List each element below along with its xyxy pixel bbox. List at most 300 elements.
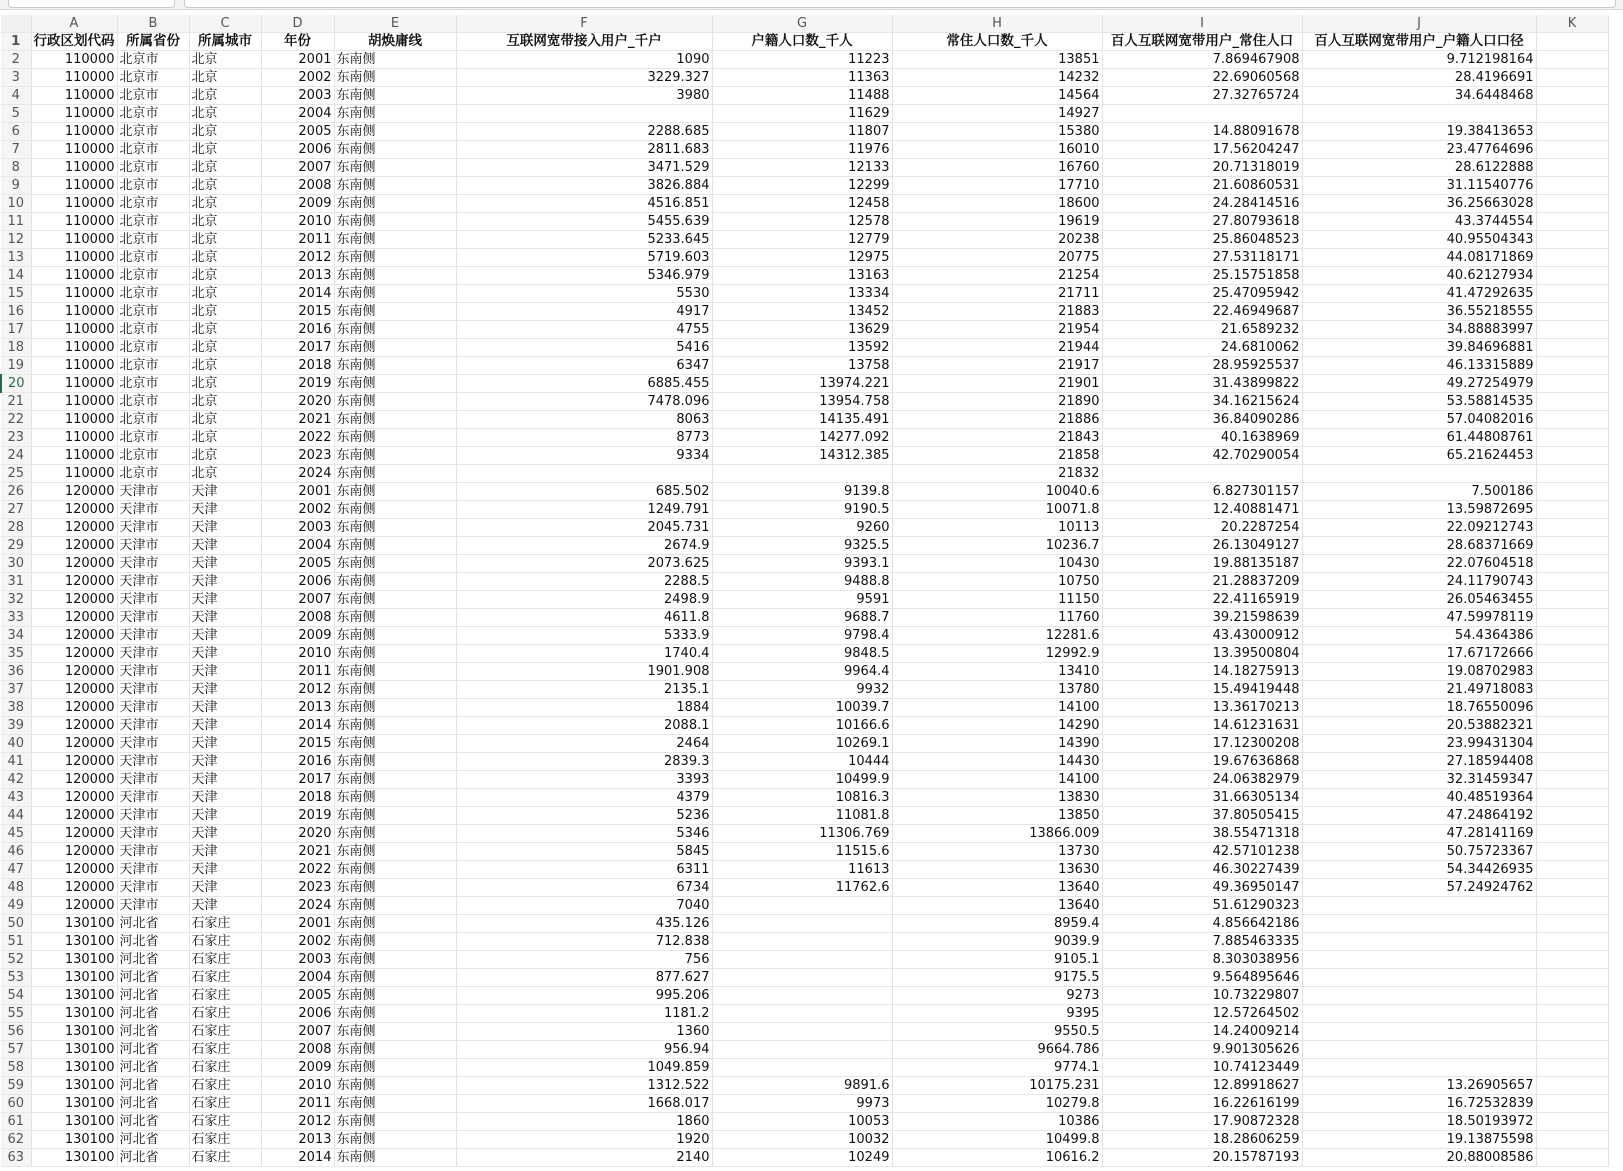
cell[interactable]: 2010 bbox=[261, 1077, 334, 1095]
cell[interactable]: 27.53118171 bbox=[1102, 249, 1302, 267]
cell[interactable]: 石家庄 bbox=[189, 1059, 261, 1077]
row-number[interactable]: 22 bbox=[1, 411, 31, 429]
row-number[interactable]: 41 bbox=[1, 753, 31, 771]
cell[interactable]: 18.50193972 bbox=[1302, 1113, 1536, 1131]
cell[interactable]: 4.856642186 bbox=[1102, 915, 1302, 933]
cell[interactable]: 2020 bbox=[261, 393, 334, 411]
cell[interactable]: 河北省 bbox=[117, 1131, 189, 1149]
cell[interactable] bbox=[712, 1005, 892, 1023]
cell[interactable]: 9.901305626 bbox=[1102, 1041, 1302, 1059]
cell[interactable]: 东南侧 bbox=[334, 537, 456, 555]
cell[interactable]: 7478.096 bbox=[456, 393, 712, 411]
cell[interactable]: 28.95925537 bbox=[1102, 357, 1302, 375]
cell[interactable]: 北京 bbox=[189, 321, 261, 339]
cell[interactable]: 10.74123449 bbox=[1102, 1059, 1302, 1077]
cell[interactable] bbox=[712, 933, 892, 951]
cell[interactable]: 北京市 bbox=[117, 375, 189, 393]
cell[interactable]: 11306.769 bbox=[712, 825, 892, 843]
cell[interactable]: 120000 bbox=[31, 735, 117, 753]
cell[interactable]: 10053 bbox=[712, 1113, 892, 1131]
cell[interactable]: 2008 bbox=[261, 1041, 334, 1059]
cell[interactable]: 东南侧 bbox=[334, 987, 456, 1005]
cell[interactable]: 东南侧 bbox=[334, 807, 456, 825]
cell[interactable] bbox=[1536, 717, 1608, 735]
cell[interactable]: 13163 bbox=[712, 267, 892, 285]
cell[interactable]: 12.57264502 bbox=[1102, 1005, 1302, 1023]
cell[interactable]: 河北省 bbox=[117, 1041, 189, 1059]
cell[interactable]: 956.94 bbox=[456, 1041, 712, 1059]
row-number[interactable]: 1 bbox=[1, 33, 31, 51]
cell[interactable]: 北京市 bbox=[117, 303, 189, 321]
cell[interactable]: 2012 bbox=[261, 681, 334, 699]
cell[interactable]: 120000 bbox=[31, 501, 117, 519]
cell[interactable]: 东南侧 bbox=[334, 1077, 456, 1095]
cell[interactable]: 11488 bbox=[712, 87, 892, 105]
cell[interactable]: 24.6810062 bbox=[1102, 339, 1302, 357]
cell[interactable] bbox=[1536, 681, 1608, 699]
cell[interactable]: 河北省 bbox=[117, 1077, 189, 1095]
cell[interactable]: 石家庄 bbox=[189, 987, 261, 1005]
cell[interactable]: 23.47764696 bbox=[1302, 141, 1536, 159]
cell[interactable]: 东南侧 bbox=[334, 861, 456, 879]
cell[interactable]: 120000 bbox=[31, 843, 117, 861]
cell[interactable]: 2002 bbox=[261, 69, 334, 87]
cell[interactable]: 9488.8 bbox=[712, 573, 892, 591]
row-number[interactable]: 23 bbox=[1, 429, 31, 447]
cell[interactable]: 22.09212743 bbox=[1302, 519, 1536, 537]
row-number[interactable]: 55 bbox=[1, 1005, 31, 1023]
cell[interactable] bbox=[1536, 807, 1608, 825]
cell[interactable]: 天津市 bbox=[117, 807, 189, 825]
cell[interactable]: 24.11790743 bbox=[1302, 573, 1536, 591]
cell[interactable]: 21883 bbox=[892, 303, 1102, 321]
cell[interactable]: 51.61290323 bbox=[1102, 897, 1302, 915]
cell[interactable]: 34.88883997 bbox=[1302, 321, 1536, 339]
cell[interactable]: 东南侧 bbox=[334, 483, 456, 501]
cell[interactable]: 11976 bbox=[712, 141, 892, 159]
cell[interactable]: 天津 bbox=[189, 879, 261, 897]
cell[interactable]: 120000 bbox=[31, 663, 117, 681]
row-number[interactable]: 42 bbox=[1, 771, 31, 789]
cell[interactable]: 110000 bbox=[31, 231, 117, 249]
cell[interactable]: 9774.1 bbox=[892, 1059, 1102, 1077]
cell[interactable]: 130100 bbox=[31, 1149, 117, 1167]
cell[interactable]: 28.4196691 bbox=[1302, 69, 1536, 87]
row-number[interactable]: 26 bbox=[1, 483, 31, 501]
cell[interactable]: 34.6448468 bbox=[1302, 87, 1536, 105]
row-number[interactable]: 43 bbox=[1, 789, 31, 807]
cell[interactable]: 北京市 bbox=[117, 195, 189, 213]
cell[interactable]: 9139.8 bbox=[712, 483, 892, 501]
cell[interactable]: 21832 bbox=[892, 465, 1102, 483]
cell[interactable] bbox=[1536, 1149, 1608, 1167]
cell[interactable]: 北京市 bbox=[117, 69, 189, 87]
cell[interactable]: 10386 bbox=[892, 1113, 1102, 1131]
cell[interactable]: 21917 bbox=[892, 357, 1102, 375]
cell[interactable]: 东南侧 bbox=[334, 753, 456, 771]
cell[interactable]: 28.68371669 bbox=[1302, 537, 1536, 555]
cell[interactable]: 110000 bbox=[31, 87, 117, 105]
cell[interactable]: 天津市 bbox=[117, 879, 189, 897]
cell[interactable]: 天津市 bbox=[117, 681, 189, 699]
cell[interactable] bbox=[1536, 519, 1608, 537]
cell[interactable]: 2006 bbox=[261, 141, 334, 159]
cell[interactable]: 2018 bbox=[261, 789, 334, 807]
cell[interactable]: 7.869467908 bbox=[1102, 51, 1302, 69]
cell[interactable]: 14100 bbox=[892, 699, 1102, 717]
cell[interactable]: 北京 bbox=[189, 447, 261, 465]
cell[interactable]: 2140 bbox=[456, 1149, 712, 1167]
cell[interactable]: 15380 bbox=[892, 123, 1102, 141]
cell[interactable]: 7.885463335 bbox=[1102, 933, 1302, 951]
cell[interactable] bbox=[1536, 609, 1608, 627]
cell[interactable]: 23.99431304 bbox=[1302, 735, 1536, 753]
cell[interactable]: 北京市 bbox=[117, 321, 189, 339]
cell[interactable]: 2011 bbox=[261, 1095, 334, 1113]
cell[interactable]: 18.76550096 bbox=[1302, 699, 1536, 717]
cell[interactable]: 13.59872695 bbox=[1302, 501, 1536, 519]
cell[interactable]: 21.28837209 bbox=[1102, 573, 1302, 591]
cell[interactable]: 8.303038956 bbox=[1102, 951, 1302, 969]
cell[interactable] bbox=[1536, 861, 1608, 879]
cell[interactable]: 北京市 bbox=[117, 213, 189, 231]
cell[interactable] bbox=[1536, 429, 1608, 447]
cell[interactable]: 13.26905657 bbox=[1302, 1077, 1536, 1095]
cell[interactable]: 北京 bbox=[189, 231, 261, 249]
cell[interactable]: 2498.9 bbox=[456, 591, 712, 609]
cell[interactable]: 21954 bbox=[892, 321, 1102, 339]
cell[interactable]: 北京 bbox=[189, 375, 261, 393]
cell[interactable] bbox=[1536, 1059, 1608, 1077]
cell[interactable]: 东南侧 bbox=[334, 1041, 456, 1059]
cell[interactable]: 13334 bbox=[712, 285, 892, 303]
cell[interactable]: 120000 bbox=[31, 771, 117, 789]
column-header-c[interactable]: C bbox=[189, 15, 261, 33]
row-number[interactable]: 12 bbox=[1, 231, 31, 249]
cell[interactable]: 21901 bbox=[892, 375, 1102, 393]
cell[interactable]: 110000 bbox=[31, 429, 117, 447]
cell[interactable]: 2003 bbox=[261, 951, 334, 969]
cell[interactable] bbox=[1102, 465, 1302, 483]
cell[interactable]: 53.58814535 bbox=[1302, 393, 1536, 411]
cell[interactable]: 13.36170213 bbox=[1102, 699, 1302, 717]
cell[interactable]: 河北省 bbox=[117, 1113, 189, 1131]
cell[interactable]: 65.21624453 bbox=[1302, 447, 1536, 465]
cell[interactable]: 110000 bbox=[31, 339, 117, 357]
cell[interactable]: 天津市 bbox=[117, 753, 189, 771]
cell[interactable]: 14290 bbox=[892, 717, 1102, 735]
cell[interactable]: 19.08702983 bbox=[1302, 663, 1536, 681]
header-cell[interactable] bbox=[1536, 33, 1608, 51]
cell[interactable]: 北京市 bbox=[117, 87, 189, 105]
cell[interactable]: 天津市 bbox=[117, 591, 189, 609]
cell[interactable]: 39.84696881 bbox=[1302, 339, 1536, 357]
cell[interactable]: 13640 bbox=[892, 879, 1102, 897]
cell[interactable]: 东南侧 bbox=[334, 1131, 456, 1149]
row-number[interactable]: 32 bbox=[1, 591, 31, 609]
cell[interactable]: 11515.6 bbox=[712, 843, 892, 861]
cell[interactable]: 北京 bbox=[189, 249, 261, 267]
row-number[interactable]: 60 bbox=[1, 1095, 31, 1113]
cell[interactable]: 10039.7 bbox=[712, 699, 892, 717]
cell[interactable] bbox=[1536, 843, 1608, 861]
cell[interactable]: 13954.758 bbox=[712, 393, 892, 411]
cell[interactable]: 17.12300208 bbox=[1102, 735, 1302, 753]
cell[interactable]: 3826.884 bbox=[456, 177, 712, 195]
cell[interactable]: 2839.3 bbox=[456, 753, 712, 771]
cell[interactable]: 东南侧 bbox=[334, 681, 456, 699]
cell[interactable]: 10175.231 bbox=[892, 1077, 1102, 1095]
cell[interactable]: 天津市 bbox=[117, 771, 189, 789]
cell[interactable]: 19.13875598 bbox=[1302, 1131, 1536, 1149]
row-number[interactable]: 35 bbox=[1, 645, 31, 663]
cell[interactable]: 天津市 bbox=[117, 717, 189, 735]
cell[interactable]: 46.13315889 bbox=[1302, 357, 1536, 375]
cell[interactable]: 9798.4 bbox=[712, 627, 892, 645]
row-number[interactable]: 10 bbox=[1, 195, 31, 213]
cell[interactable]: 2135.1 bbox=[456, 681, 712, 699]
cell[interactable]: 东南侧 bbox=[334, 303, 456, 321]
cell[interactable]: 14390 bbox=[892, 735, 1102, 753]
cell[interactable]: 北京市 bbox=[117, 357, 189, 375]
cell[interactable]: 2006 bbox=[261, 573, 334, 591]
cell[interactable]: 石家庄 bbox=[189, 1113, 261, 1131]
cell[interactable]: 北京市 bbox=[117, 159, 189, 177]
cell[interactable]: 17.90872328 bbox=[1102, 1113, 1302, 1131]
cell[interactable] bbox=[1536, 933, 1608, 951]
cell[interactable]: 1884 bbox=[456, 699, 712, 717]
cell[interactable]: 26.05463455 bbox=[1302, 591, 1536, 609]
cell[interactable]: 2288.685 bbox=[456, 123, 712, 141]
cell[interactable]: 110000 bbox=[31, 447, 117, 465]
cell[interactable]: 石家庄 bbox=[189, 1005, 261, 1023]
cell[interactable]: 19619 bbox=[892, 213, 1102, 231]
cell[interactable]: 120000 bbox=[31, 555, 117, 573]
cell[interactable] bbox=[1536, 879, 1608, 897]
cell[interactable]: 2009 bbox=[261, 627, 334, 645]
row-number[interactable]: 50 bbox=[1, 915, 31, 933]
cell[interactable]: 15.49419448 bbox=[1102, 681, 1302, 699]
formula-input[interactable] bbox=[184, 0, 1616, 8]
cell[interactable]: 130100 bbox=[31, 987, 117, 1005]
cell[interactable]: 2073.625 bbox=[456, 555, 712, 573]
cell[interactable]: 2001 bbox=[261, 915, 334, 933]
cell[interactable]: 110000 bbox=[31, 357, 117, 375]
cell[interactable]: 120000 bbox=[31, 699, 117, 717]
cell[interactable]: 57.04082016 bbox=[1302, 411, 1536, 429]
cell[interactable] bbox=[712, 897, 892, 915]
cell[interactable]: 东南侧 bbox=[334, 285, 456, 303]
cell[interactable]: 天津市 bbox=[117, 483, 189, 501]
cell[interactable]: 2016 bbox=[261, 321, 334, 339]
cell[interactable]: 石家庄 bbox=[189, 951, 261, 969]
cell[interactable] bbox=[1536, 645, 1608, 663]
cell[interactable]: 东南侧 bbox=[334, 573, 456, 591]
cell[interactable]: 14277.092 bbox=[712, 429, 892, 447]
cell[interactable]: 130100 bbox=[31, 1023, 117, 1041]
cell[interactable]: 120000 bbox=[31, 717, 117, 735]
cell[interactable]: 31.11540776 bbox=[1302, 177, 1536, 195]
cell[interactable]: 5845 bbox=[456, 843, 712, 861]
cell[interactable]: 43.3744554 bbox=[1302, 213, 1536, 231]
cell[interactable]: 130100 bbox=[31, 1077, 117, 1095]
cell[interactable]: 10.73229807 bbox=[1102, 987, 1302, 1005]
cell[interactable] bbox=[1536, 465, 1608, 483]
cell[interactable]: 北京市 bbox=[117, 339, 189, 357]
cell[interactable]: 10499.9 bbox=[712, 771, 892, 789]
cell[interactable]: 2018 bbox=[261, 357, 334, 375]
cell[interactable]: 天津市 bbox=[117, 519, 189, 537]
cell[interactable]: 11081.8 bbox=[712, 807, 892, 825]
row-number[interactable]: 37 bbox=[1, 681, 31, 699]
row-number[interactable]: 48 bbox=[1, 879, 31, 897]
cell[interactable]: 110000 bbox=[31, 195, 117, 213]
cell[interactable]: 4611.8 bbox=[456, 609, 712, 627]
cell[interactable] bbox=[1536, 663, 1608, 681]
cell[interactable]: 东南侧 bbox=[334, 213, 456, 231]
cell[interactable] bbox=[1302, 915, 1536, 933]
cell[interactable]: 27.80793618 bbox=[1102, 213, 1302, 231]
cell[interactable]: 东南侧 bbox=[334, 1005, 456, 1023]
cell[interactable]: 12578 bbox=[712, 213, 892, 231]
cell[interactable]: 24.28414516 bbox=[1102, 195, 1302, 213]
cell[interactable]: 2009 bbox=[261, 195, 334, 213]
cell[interactable]: 东南侧 bbox=[334, 555, 456, 573]
row-number[interactable]: 13 bbox=[1, 249, 31, 267]
cell[interactable]: 6311 bbox=[456, 861, 712, 879]
cell[interactable]: 天津 bbox=[189, 861, 261, 879]
cell[interactable] bbox=[1536, 357, 1608, 375]
cell[interactable]: 北京 bbox=[189, 429, 261, 447]
cell[interactable]: 河北省 bbox=[117, 1023, 189, 1041]
row-number[interactable]: 21 bbox=[1, 393, 31, 411]
cell[interactable]: 9.564895646 bbox=[1102, 969, 1302, 987]
cell[interactable]: 9891.6 bbox=[712, 1077, 892, 1095]
cell[interactable]: 16.72532839 bbox=[1302, 1095, 1536, 1113]
row-number[interactable]: 44 bbox=[1, 807, 31, 825]
cell[interactable]: 2017 bbox=[261, 771, 334, 789]
cell[interactable]: 6347 bbox=[456, 357, 712, 375]
cell[interactable]: 130100 bbox=[31, 1131, 117, 1149]
cell[interactable]: 40.62127934 bbox=[1302, 267, 1536, 285]
cell[interactable]: 1090 bbox=[456, 51, 712, 69]
row-number[interactable]: 47 bbox=[1, 861, 31, 879]
cell[interactable]: 21944 bbox=[892, 339, 1102, 357]
cell[interactable]: 110000 bbox=[31, 267, 117, 285]
column-header-b[interactable]: B bbox=[117, 15, 189, 33]
cell[interactable]: 11613 bbox=[712, 861, 892, 879]
cell[interactable]: 北京 bbox=[189, 357, 261, 375]
cell[interactable]: 120000 bbox=[31, 825, 117, 843]
cell[interactable]: 47.24864192 bbox=[1302, 807, 1536, 825]
cell[interactable]: 130100 bbox=[31, 1005, 117, 1023]
cell[interactable] bbox=[1302, 1005, 1536, 1023]
cell[interactable]: 44.08171869 bbox=[1302, 249, 1536, 267]
row-number[interactable]: 33 bbox=[1, 609, 31, 627]
cell[interactable]: 2005 bbox=[261, 555, 334, 573]
cell[interactable] bbox=[1102, 105, 1302, 123]
cell[interactable] bbox=[1302, 105, 1536, 123]
cell[interactable]: 8063 bbox=[456, 411, 712, 429]
cell[interactable]: 42.70290054 bbox=[1102, 447, 1302, 465]
cell[interactable]: 天津市 bbox=[117, 699, 189, 717]
cell[interactable]: 河北省 bbox=[117, 951, 189, 969]
cell[interactable]: 10816.3 bbox=[712, 789, 892, 807]
cell[interactable]: 东南侧 bbox=[334, 357, 456, 375]
cell[interactable]: 120000 bbox=[31, 897, 117, 915]
cell[interactable]: 天津市 bbox=[117, 537, 189, 555]
cell[interactable]: 2019 bbox=[261, 807, 334, 825]
cell[interactable]: 2021 bbox=[261, 411, 334, 429]
cell[interactable] bbox=[1536, 915, 1608, 933]
row-number[interactable]: 28 bbox=[1, 519, 31, 537]
cell[interactable]: 北京 bbox=[189, 87, 261, 105]
cell[interactable]: 16.22616199 bbox=[1102, 1095, 1302, 1113]
cell[interactable]: 46.30227439 bbox=[1102, 861, 1302, 879]
cell[interactable]: 天津市 bbox=[117, 573, 189, 591]
cell[interactable]: 21890 bbox=[892, 393, 1102, 411]
cell[interactable]: 天津 bbox=[189, 609, 261, 627]
cell[interactable]: 天津 bbox=[189, 825, 261, 843]
cell[interactable]: 9.712198164 bbox=[1302, 51, 1536, 69]
cell[interactable]: 2002 bbox=[261, 933, 334, 951]
cell[interactable]: 天津 bbox=[189, 537, 261, 555]
cell[interactable]: 10236.7 bbox=[892, 537, 1102, 555]
cell[interactable]: 42.57101238 bbox=[1102, 843, 1302, 861]
cell[interactable] bbox=[1536, 285, 1608, 303]
cell[interactable]: 东南侧 bbox=[334, 951, 456, 969]
cell[interactable]: 12779 bbox=[712, 231, 892, 249]
cell[interactable] bbox=[1536, 1131, 1608, 1149]
cell[interactable]: 756 bbox=[456, 951, 712, 969]
row-number[interactable]: 51 bbox=[1, 933, 31, 951]
cell[interactable]: 东南侧 bbox=[334, 159, 456, 177]
cell[interactable]: 14.18275913 bbox=[1102, 663, 1302, 681]
cell[interactable] bbox=[1536, 1023, 1608, 1041]
cell[interactable] bbox=[1536, 123, 1608, 141]
cell[interactable]: 石家庄 bbox=[189, 933, 261, 951]
cell[interactable] bbox=[1536, 375, 1608, 393]
cell[interactable] bbox=[1536, 1077, 1608, 1095]
cell[interactable]: 北京市 bbox=[117, 447, 189, 465]
cell[interactable]: 10249 bbox=[712, 1149, 892, 1167]
cell[interactable]: 13830 bbox=[892, 789, 1102, 807]
cell[interactable]: 17.67172666 bbox=[1302, 645, 1536, 663]
cell[interactable]: 北京市 bbox=[117, 465, 189, 483]
cell[interactable]: 21858 bbox=[892, 447, 1102, 465]
cell[interactable]: 24.06382979 bbox=[1102, 771, 1302, 789]
cell[interactable]: 14135.491 bbox=[712, 411, 892, 429]
cell[interactable]: 10499.8 bbox=[892, 1131, 1102, 1149]
cell[interactable]: 12975 bbox=[712, 249, 892, 267]
row-number[interactable]: 49 bbox=[1, 897, 31, 915]
cell[interactable]: 4917 bbox=[456, 303, 712, 321]
cell[interactable]: 天津 bbox=[189, 843, 261, 861]
cell[interactable]: 北京市 bbox=[117, 123, 189, 141]
select-all-corner[interactable] bbox=[1, 15, 31, 33]
cell[interactable]: 2005 bbox=[261, 987, 334, 1005]
cell[interactable]: 5346.979 bbox=[456, 267, 712, 285]
cell[interactable]: 40.1638969 bbox=[1102, 429, 1302, 447]
cell[interactable]: 13730 bbox=[892, 843, 1102, 861]
name-box[interactable] bbox=[8, 0, 175, 8]
cell[interactable]: 天津 bbox=[189, 753, 261, 771]
row-number[interactable]: 46 bbox=[1, 843, 31, 861]
cell[interactable]: 2015 bbox=[261, 303, 334, 321]
cell[interactable] bbox=[1536, 753, 1608, 771]
cell[interactable]: 10113 bbox=[892, 519, 1102, 537]
cell[interactable]: 5530 bbox=[456, 285, 712, 303]
